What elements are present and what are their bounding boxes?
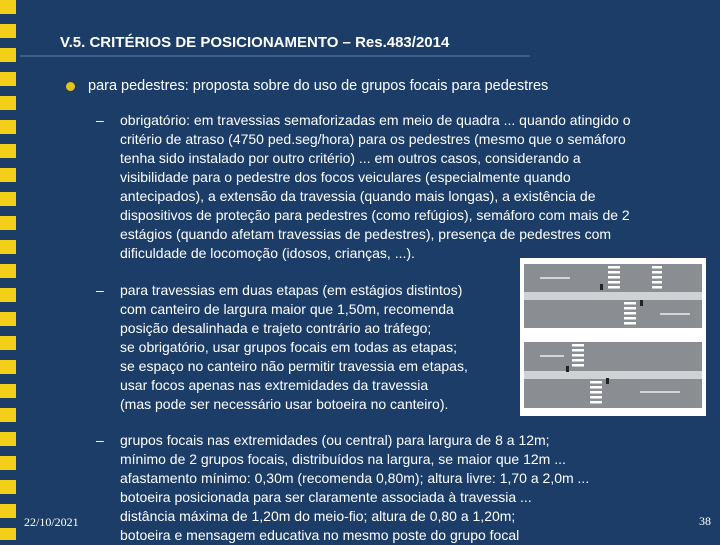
sub-item-2-line: se espaço no canteiro não permitir travessia em etapas, — [120, 358, 468, 374]
title-divider — [20, 55, 530, 57]
sub-item-2-line: com canteiro de largura maior que 1,50m, recomenda — [120, 301, 454, 317]
crossing-diagram-svg — [520, 258, 706, 416]
sub-item-1-line: antecipados), a extensão da travessia (quando mais longas), a existência de — [120, 188, 596, 204]
sub-item-2 — [120, 281, 468, 414]
main-bullet-text: para pedestres: proposta sobre do uso de grupos focais para pedestres — [88, 78, 549, 94]
sub-item-1-line: tenha sido instalado por outro critério) ... em outros casos, considerando a — [120, 150, 581, 166]
sub-item-dash: – — [96, 112, 104, 128]
sub-item-1-line: obrigatório: em travessias semaforizadas em meio de quadra ... quando atingido o — [120, 112, 631, 128]
sub-item-1-line: critério de atraso (4750 ped.seg/hora) para os pedestres (mesmo que o semáforo — [120, 131, 626, 147]
sub-item-3-line: botoeira posicionada para ser claramente associada à travessia ... — [120, 489, 532, 505]
sub-item-1 — [120, 111, 631, 263]
sub-item-1-line: estágios (quando afetam travessias de pedestres), presença de pedestres com — [120, 226, 612, 242]
left-stripe-decoration — [0, 0, 16, 540]
sub-item-3 — [120, 431, 589, 545]
crossing-diagram — [520, 258, 706, 416]
slide-title: V.5. CRITÉRIOS DE POSICIONAMENTO – Res.483/2014 — [60, 34, 450, 51]
sub-item-3-line: afastamento mínimo: 0,30m (recomenda 0,80m); altura livre: 1,70 a 2,0m ... — [120, 470, 590, 486]
sub-item-2-line: usar focos apenas nas extremidades da travessia — [120, 377, 429, 393]
sub-item-3-line: distância máxima de 1,20m do meio-fio; altura de 0,80 a 1,20m; — [120, 508, 516, 524]
sub-item-2-line: para travessias em duas etapas (em estágios distintos) — [120, 282, 463, 298]
sub-item-1-line: dificuldade de locomoção (idosos, crianças, ...). — [120, 245, 415, 261]
sub-item-2-line: se obrigatório, usar grupos focais em todas as etapas; — [120, 339, 457, 355]
sub-item-1-line: visibilidade para o pedestre dos focos veiculares (especialmente quando — [120, 169, 571, 185]
bullet-dot-icon — [66, 82, 75, 91]
sub-item-3-line: botoeira e mensagem educativa no mesmo poste do grupo focal — [120, 527, 520, 543]
sub-item-2-line: (mas pode ser necessário usar botoeira no canteiro). — [120, 396, 449, 412]
sub-item-3-line: grupos focais nas extremidades (ou central) para largura de 8 a 12m; — [120, 432, 550, 448]
sub-item-3-line: mínimo de 2 grupos focais, distribuídos na largura, se maior que 12m ... — [120, 451, 566, 467]
page-number: 38 — [699, 514, 711, 528]
sub-item-2-line: posição desalinhada e trajeto contrário ao tráfego; — [120, 320, 432, 336]
sub-item-dash: – — [96, 432, 104, 448]
sub-item-1-line: dispositivos de proteção para pedestres (como refúgios), semáforo com mais de 2 — [120, 207, 630, 223]
sub-item-dash: – — [96, 282, 104, 298]
footer-date: 22/10/2021 — [24, 515, 79, 529]
